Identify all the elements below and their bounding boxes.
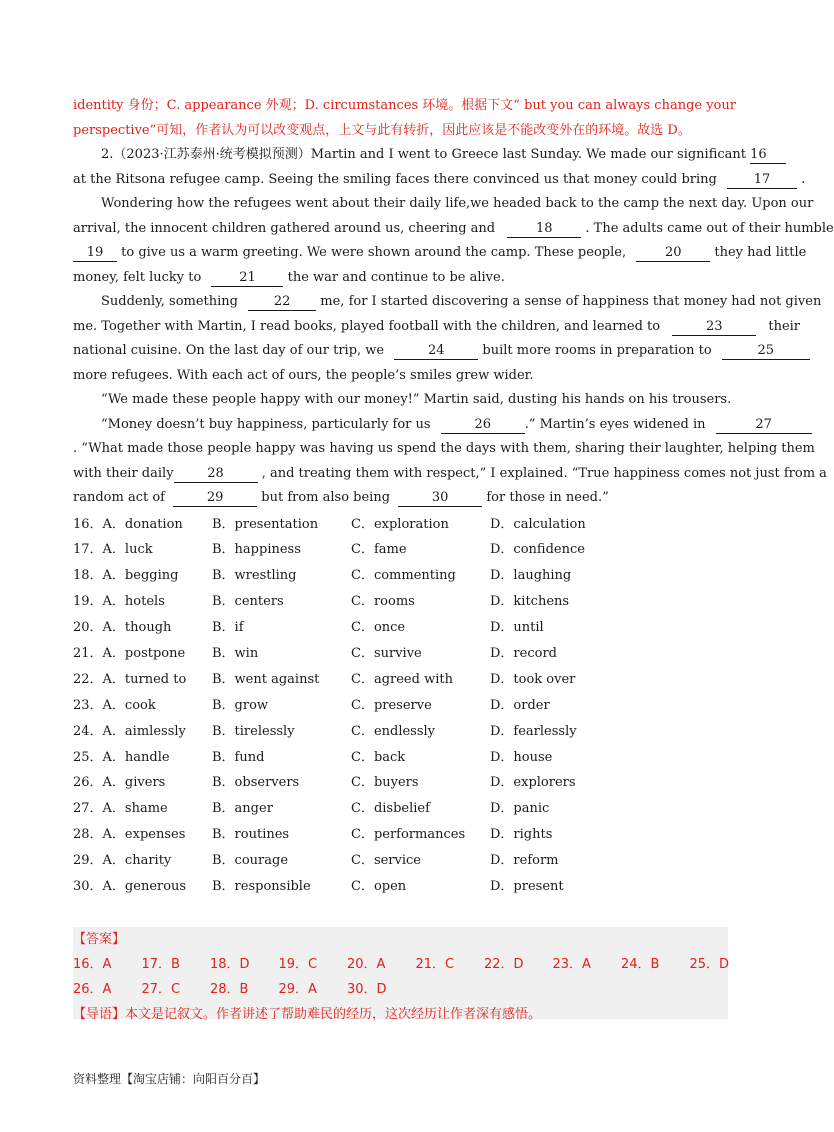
blank-23: 23 <box>672 319 756 336</box>
passage-text: money, felt lucky to <box>73 269 202 285</box>
passage-text: Suddenly, something <box>101 294 238 309</box>
passage-text: arrival, the innocent children gathered around us, cheering and <box>73 220 496 236</box>
option-row <box>73 667 728 693</box>
option-row <box>73 848 728 874</box>
option-b: B．went against <box>212 671 320 687</box>
passage-line: more refugees. With each act of ours, the people’s smiles grew wider. <box>73 367 534 383</box>
passage-line <box>73 217 834 242</box>
passage-text: but from also being <box>261 490 391 505</box>
option-b: B．tirelessly <box>212 723 295 739</box>
answer-item: 29．A <box>278 982 317 997</box>
answer-item: 17．B <box>141 957 180 972</box>
option-row <box>73 719 728 745</box>
blank-29: 29 <box>173 490 257 507</box>
blank-28: 28 <box>174 466 258 483</box>
option-b: B．win <box>212 645 259 661</box>
passage-line <box>73 168 806 193</box>
option-b: B．courage <box>212 853 289 869</box>
passage-text: the war and continue to be alive. <box>287 269 505 285</box>
option-d: D．fearlessly <box>490 723 577 739</box>
option-row <box>73 796 728 822</box>
option-b: B．anger <box>212 801 273 817</box>
option-c: C．back <box>351 749 406 765</box>
option-b: B．routines <box>212 827 290 843</box>
passage-text: with their daily <box>73 465 174 481</box>
passage-text: .” Martin’s eyes widened in <box>524 416 706 432</box>
option-a: 25．A．handle <box>73 749 170 765</box>
option-d: D．reform <box>490 853 559 869</box>
guide-text: 【导语】本文是记叙文。作者讲述了帮助难民的经历，这次经历让作者深有感悟。 <box>73 1007 542 1022</box>
option-a: 20．A．though <box>73 620 172 636</box>
option-c: C．performances <box>351 827 466 843</box>
option-a: 18．A．begging <box>73 568 179 584</box>
options-list <box>73 512 728 900</box>
option-row <box>73 693 728 719</box>
passage-line: “We made these people happy with our money!” Martin said, dusting his hands on his trousers. <box>101 392 732 407</box>
option-c: C．once <box>351 620 406 636</box>
passage-text: “Money doesn’t buy happiness, particularly for us <box>101 416 431 432</box>
answer-item: 18．D <box>210 957 250 972</box>
passage-text: me. Together with Martin, I read books, played football with the children, and learned to <box>73 318 661 334</box>
option-b: B．wrestling <box>212 568 297 584</box>
passage-line <box>73 462 827 487</box>
answer-item: 25．D <box>689 957 730 972</box>
option-row <box>73 589 728 615</box>
option-c: C．service <box>351 853 422 869</box>
explanation-line-1: identity 身份；C. appearance 外观；D. circumstances 环境。根据下文“ but you can always change your <box>73 98 736 113</box>
answer-item: 16．A <box>73 957 112 972</box>
option-row <box>73 822 728 848</box>
blank-22: 22 <box>248 294 316 311</box>
option-b: B．responsible <box>212 878 311 894</box>
option-c: C．fame <box>351 542 407 558</box>
answer-item: 30．D <box>347 982 387 997</box>
passage-text: at the Ritsona refugee camp. Seeing the smiling faces there convinced us that money could bring <box>73 171 717 187</box>
passage-text: me, for I started discovering a sense of happiness that money had not given <box>320 294 822 309</box>
answer-item: 23．A <box>552 957 591 972</box>
blank-30: 30 <box>398 490 482 507</box>
option-a: 17．A．luck <box>73 542 153 558</box>
passage-text: national cuisine. On the last day of our trip, we <box>73 343 385 358</box>
option-row <box>73 563 728 589</box>
option-b: B．if <box>212 620 244 636</box>
option-row <box>73 770 728 796</box>
option-b: B．happiness <box>212 542 301 558</box>
passage-text: to give us a warm greeting. We were shown around the camp. These people, <box>121 245 627 260</box>
passage-line <box>73 143 767 168</box>
option-c: C．survive <box>351 645 422 661</box>
option-a: 26．A．givers <box>73 775 166 791</box>
option-a: 16．A．donation <box>73 516 183 532</box>
explanation-line-2: perspective”可知，作者认为可以改变观点，上文与此有转折，因此应该是不能改变外在的环境。故选 D。 <box>73 122 691 138</box>
option-row <box>73 512 728 538</box>
answer-row-2 <box>73 977 728 1002</box>
option-d: D．order <box>490 697 550 713</box>
option-d: D．house <box>490 749 553 765</box>
option-a: 21．A．postpone <box>73 645 186 661</box>
option-d: D．rights <box>490 827 553 843</box>
footer-source: 资料整理【淘宝店铺：向阳百分百】 <box>73 1072 266 1086</box>
passage-text: built more rooms in preparation to <box>482 343 712 358</box>
option-b: B．centers <box>212 594 284 610</box>
answer-row-1 <box>73 952 728 977</box>
answer-label: 【答案】 <box>73 932 126 947</box>
option-a: 27．A．shame <box>73 801 168 817</box>
answer-item: 26．A <box>73 982 112 997</box>
answer-item: 19．C <box>278 957 318 972</box>
option-c: C．exploration <box>351 516 449 532</box>
option-row <box>73 874 728 900</box>
passage-line <box>73 339 775 364</box>
option-b: B．observers <box>212 775 300 791</box>
passage-text: for those in need.” <box>486 490 609 505</box>
passage-text: their <box>768 318 801 334</box>
answer-item: 28．B <box>210 982 249 997</box>
option-d: D．until <box>490 620 544 636</box>
blank-24: 24 <box>394 343 478 360</box>
answer-item: 22．D <box>484 957 524 972</box>
option-c: C．disbelief <box>351 801 430 817</box>
blank-18: 18 <box>507 221 581 238</box>
passage-text: . The adults came out of their humble <box>585 220 834 236</box>
option-a: 30．A．generous <box>73 878 187 894</box>
option-c: C．agreed with <box>351 671 453 687</box>
passage-line <box>73 315 801 340</box>
passage-text: . <box>801 171 806 187</box>
option-d: D．record <box>490 645 557 661</box>
blank-21: 21 <box>211 270 283 287</box>
passage-line <box>73 486 728 511</box>
blank-26: 26 <box>441 417 525 434</box>
passage-line <box>73 290 822 315</box>
option-b: B．grow <box>212 697 269 713</box>
option-c: C．preserve <box>351 697 432 713</box>
option-d: D．calculation <box>490 516 586 532</box>
option-row <box>73 641 728 667</box>
passage-line <box>73 266 728 291</box>
option-d: D．present <box>490 878 564 894</box>
option-d: D．confidence <box>490 542 585 558</box>
answer-item: 24．B <box>621 957 660 972</box>
option-d: D．laughing <box>490 568 572 584</box>
passage-text: random act of <box>73 490 165 505</box>
option-a: 22．A．turned to <box>73 671 187 687</box>
answer-box <box>73 927 730 1022</box>
blank-20: 20 <box>636 245 710 262</box>
blank-16: 16 <box>750 147 786 164</box>
answer-item: 27．C <box>141 982 181 997</box>
option-b: B．presentation <box>212 516 319 532</box>
option-c: C．endlessly <box>351 723 436 739</box>
option-c: C．commenting <box>351 568 456 584</box>
blank-17: 17 <box>727 172 797 189</box>
passage-text: 2.（2023·江苏泰州·统考模拟预测）Martin and I went to Greece last Sunday. We made our significant <box>101 147 747 162</box>
option-a: 24．A．aimlessly <box>73 723 186 739</box>
option-d: D．explorers <box>490 775 576 791</box>
option-a: 29．A．charity <box>73 853 172 869</box>
blank-19: 19 <box>73 245 117 262</box>
passage-line <box>73 241 807 266</box>
option-a: 28．A．expenses <box>73 827 186 843</box>
option-d: D．took over <box>490 671 576 687</box>
option-c: C．buyers <box>351 775 419 791</box>
option-c: C．rooms <box>351 594 415 610</box>
option-row <box>73 615 728 641</box>
option-row <box>73 745 728 771</box>
option-d: D．panic <box>490 801 550 817</box>
blank-25: 25 <box>722 343 810 360</box>
passage-text: they had little <box>714 245 807 260</box>
passage-line: Wondering how the refugees went about their daily life,we headed back to the camp the next day. Upon our <box>101 196 814 211</box>
passage-line <box>73 413 772 438</box>
option-a: 23．A．cook <box>73 697 156 713</box>
option-b: B．fund <box>212 749 265 765</box>
passage-text: , and treating them with respect,” I explained. “True happiness comes not just from a <box>261 465 827 481</box>
option-d: D．kitchens <box>490 594 570 610</box>
blank-27: 27 <box>716 417 812 434</box>
option-c: C．open <box>351 878 407 894</box>
option-a: 19．A．hotels <box>73 594 165 610</box>
answer-item: 20．A <box>347 957 386 972</box>
option-row <box>73 537 728 563</box>
answer-item: 21．C <box>415 957 455 972</box>
document-body <box>73 94 834 900</box>
passage-line: . “What made those people happy was having us spend the days with them, sharing their laughter, helping them <box>73 441 815 456</box>
